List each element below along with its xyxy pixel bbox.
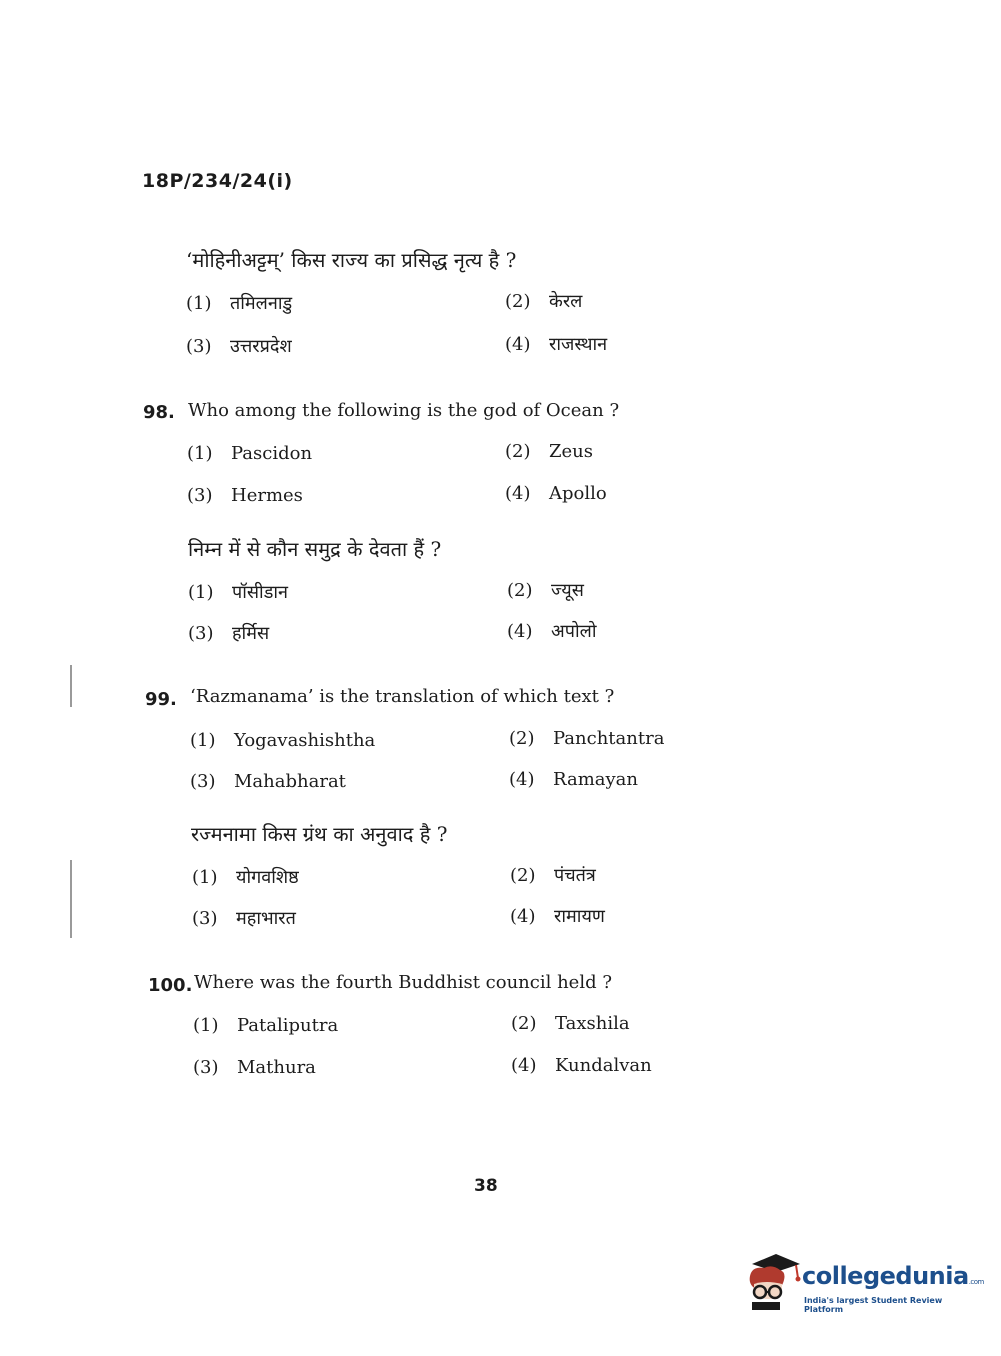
scan-margin-mark (70, 665, 72, 707)
question-99-text: ‘Razmanama’ is the translation of which text ? (190, 686, 615, 707)
option-100-3 (193, 1057, 316, 1078)
option-99-hi-1 (192, 865, 299, 889)
option-number: (2) (505, 291, 531, 312)
option-99-3 (190, 771, 346, 792)
option-text: हर्मिस (232, 623, 270, 644)
option-number: (2) (505, 441, 531, 462)
option-number: (2) (507, 580, 533, 601)
option-text: Ramayan (553, 769, 638, 790)
collegedunia-logo (742, 1250, 984, 1320)
option-text: रामायण (554, 906, 605, 927)
option-98-hi-3 (188, 621, 269, 645)
option-number: (1) (186, 293, 212, 314)
page-number: 38 (474, 1176, 498, 1196)
option-number: (4) (505, 483, 531, 504)
question-97-hindi: ‘मोहिनीअट्टम्’ किस राज्य का प्रसिद्ध नृत्य है ? (186, 248, 517, 272)
option-number: (4) (511, 1055, 537, 1076)
option-97-hi-4 (505, 332, 607, 356)
option-number: (2) (510, 865, 536, 886)
option-99-hi-3 (192, 906, 296, 930)
option-98-hi-2 (507, 578, 584, 602)
question-100-text: Where was the fourth Buddhist council held ? (194, 972, 612, 993)
option-text: महाभारत (236, 908, 296, 929)
option-97-hi-1 (186, 291, 292, 315)
option-number: (3) (187, 485, 213, 506)
option-99-hi-2 (510, 863, 596, 887)
question-99-hindi: रज्मनामा किस ग्रंथ का अनुवाद है ? (191, 822, 448, 846)
option-98-3 (187, 485, 303, 506)
option-99-4 (509, 769, 638, 790)
option-99-hi-4 (510, 904, 605, 928)
option-100-4 (511, 1055, 652, 1076)
option-100-2 (511, 1013, 630, 1034)
option-number: (1) (188, 582, 214, 603)
option-text: Apollo (549, 483, 607, 504)
logo-tagline: India's largest Student Review Platform (804, 1296, 943, 1314)
option-text: Panchtantra (553, 728, 665, 749)
option-98-hi-4 (507, 619, 597, 643)
option-text: योगवशिष्ठ (236, 867, 299, 888)
option-text: Pascidon (231, 443, 313, 464)
option-number: (2) (509, 728, 535, 749)
option-98-1 (187, 443, 312, 464)
option-number: (3) (193, 1057, 219, 1078)
option-text: Taxshila (555, 1013, 630, 1034)
option-text: पॉसीडान (232, 582, 288, 603)
option-97-hi-2 (505, 289, 582, 313)
question-98-number: 98. (143, 402, 175, 423)
option-text: Mathura (237, 1057, 316, 1078)
question-99-number: 99. (145, 689, 177, 710)
option-99-1 (190, 730, 375, 751)
option-text: Hermes (231, 485, 303, 506)
option-text: अपोलो (551, 621, 597, 642)
option-number: (3) (192, 908, 218, 929)
question-98-hindi: निम्न में से कौन समुद्र के देवता हैं ? (188, 537, 442, 561)
option-98-4 (505, 483, 607, 504)
option-97-hi-3 (186, 334, 292, 358)
option-text: Kundalvan (555, 1055, 652, 1076)
mascot-icon (742, 1250, 802, 1312)
option-98-2 (505, 441, 593, 462)
option-text: Mahabharat (234, 771, 346, 792)
option-number: (4) (507, 621, 533, 642)
option-number: (3) (186, 336, 212, 357)
option-number: (1) (187, 443, 213, 464)
option-text: उत्तरप्रदेश (230, 336, 292, 357)
option-number: (1) (192, 867, 218, 888)
option-99-2 (509, 728, 664, 749)
option-text: Pataliputra (237, 1015, 339, 1036)
question-100-number: 100. (148, 975, 193, 996)
option-text: Yogavashishtha (234, 730, 376, 751)
option-98-hi-1 (188, 580, 288, 604)
option-text: तमिलनाडु (230, 293, 293, 314)
paper-code: 18P/234/24(i) (142, 170, 293, 192)
option-number: (3) (188, 623, 214, 644)
option-text: Zeus (549, 441, 593, 462)
option-100-1 (193, 1015, 338, 1036)
option-text: केरल (549, 291, 583, 312)
scan-margin-mark (70, 860, 72, 938)
option-number: (4) (505, 334, 531, 355)
option-text: ज्यूस (551, 580, 584, 601)
option-number: (4) (509, 769, 535, 790)
option-number: (2) (511, 1013, 537, 1034)
question-98-text: Who among the following is the god of Ocean ? (188, 400, 620, 421)
option-text: राजस्थान (549, 334, 608, 355)
option-number: (3) (190, 771, 216, 792)
option-number: (4) (510, 906, 536, 927)
option-number: (1) (193, 1015, 219, 1036)
option-number: (1) (190, 730, 216, 751)
logo-wordmark: collegedunia.com (802, 1262, 984, 1290)
option-text: पंचतंत्र (554, 865, 596, 886)
